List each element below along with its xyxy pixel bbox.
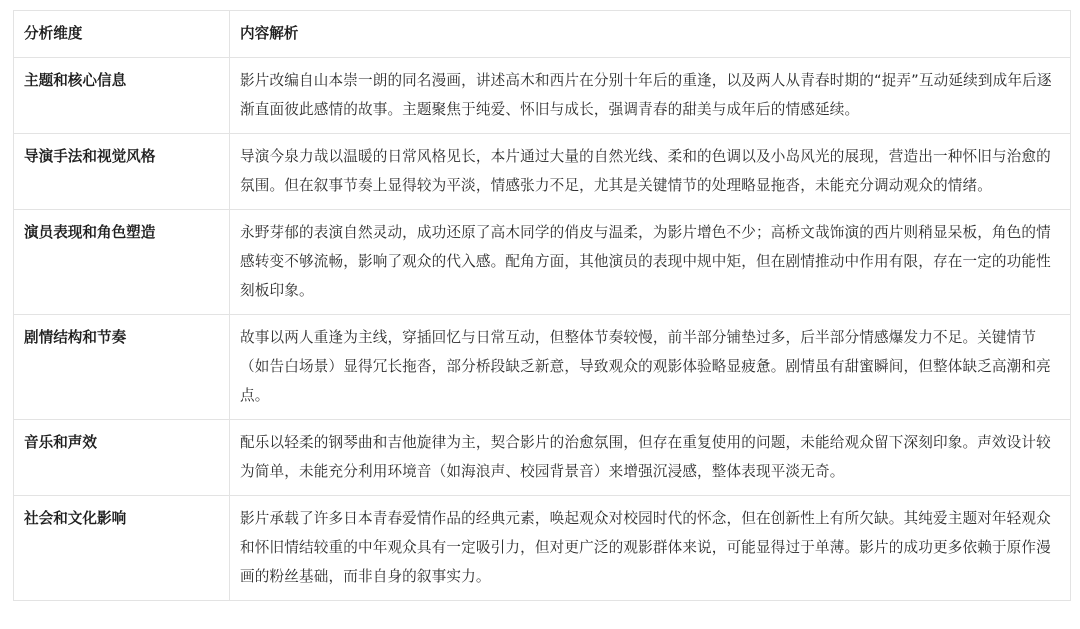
analysis-table xyxy=(13,10,1071,601)
table-row xyxy=(14,210,1071,315)
analysis-table-container xyxy=(13,10,1070,601)
row-dimension: 音乐和声效 xyxy=(14,420,230,496)
row-content: 永野芽郁的表演自然灵动，成功还原了高木同学的俏皮与温柔，为影片增色不少；高桥文哉饰演的西片则稍显呆板，角色的情感转变不够流畅，影响了观众的代入感。配角方面，其他演员的表现中规中矩，但在剧情推动中作用有限，存在一定的功能性刻板印象。 xyxy=(230,210,1071,315)
table-row xyxy=(14,496,1071,601)
table-row xyxy=(14,315,1071,420)
row-dimension: 演员表现和角色塑造 xyxy=(14,210,230,315)
table-header-row xyxy=(14,11,1071,58)
row-dimension: 导演手法和视觉风格 xyxy=(14,134,230,210)
table-row xyxy=(14,420,1071,496)
row-content: 配乐以轻柔的钢琴曲和吉他旋律为主，契合影片的治愈氛围，但存在重复使用的问题，未能给观众留下深刻印象。声效设计较为简单，未能充分利用环境音（如海浪声、校园背景音）来增强沉浸感，整体表现平淡无奇。 xyxy=(230,420,1071,496)
table-row xyxy=(14,58,1071,134)
row-content: 影片承载了许多日本青春爱情作品的经典元素，唤起观众对校园时代的怀念，但在创新性上有所欠缺。其纯爱主题对年轻观众和怀旧情结较重的中年观众具有一定吸引力，但对更广泛的观影群体来说，可能显得过于单薄。影片的成功更多依赖于原作漫画的粉丝基础，而非自身的叙事实力。 xyxy=(230,496,1071,601)
row-content: 故事以两人重逢为主线，穿插回忆与日常互动，但整体节奏较慢，前半部分铺垫过多，后半部分情感爆发力不足。关键情节（如告白场景）显得冗长拖沓，部分桥段缺乏新意，导致观众的观影体验略显疲惫。剧情虽有甜蜜瞬间，但整体缺乏高潮和亮点。 xyxy=(230,315,1071,420)
row-dimension: 社会和文化影响 xyxy=(14,496,230,601)
row-dimension: 主题和核心信息 xyxy=(14,58,230,134)
header-content: 内容解析 xyxy=(230,11,1071,58)
header-dimension: 分析维度 xyxy=(14,11,230,58)
row-content: 影片改编自山本崇一朗的同名漫画，讲述高木和西片在分别十年后的重逢，以及两人从青春时期的“捉弄”互动延续到成年后逐渐直面彼此感情的故事。主题聚焦于纯爱、怀旧与成长，强调青春的甜美与成年后的情感延续。 xyxy=(230,58,1071,134)
row-content: 导演今泉力哉以温暖的日常风格见长，本片通过大量的自然光线、柔和的色调以及小岛风光的展现，营造出一种怀旧与治愈的氛围。但在叙事节奏上显得较为平淡，情感张力不足，尤其是关键情节的处理略显拖沓，未能充分调动观众的情绪。 xyxy=(230,134,1071,210)
table-row xyxy=(14,134,1071,210)
row-dimension: 剧情结构和节奏 xyxy=(14,315,230,420)
